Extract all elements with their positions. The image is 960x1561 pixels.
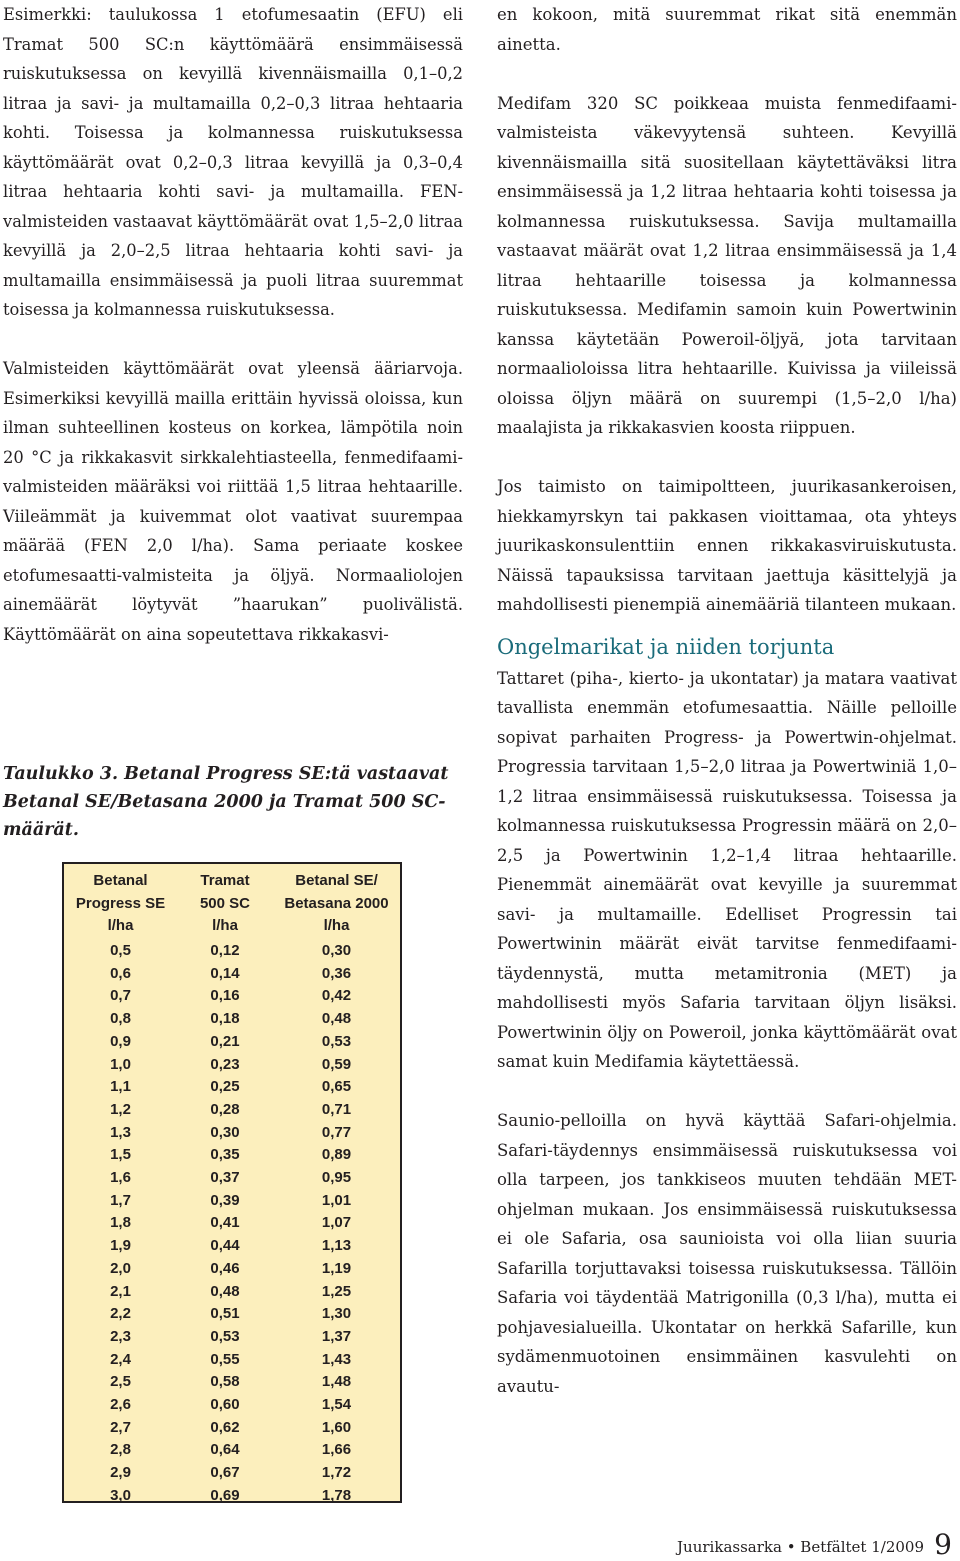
right-column [497, 0, 957, 1401]
table-row [64, 1394, 400, 1417]
table-cell: 0,23 [210, 1055, 240, 1073]
table-cell: 0,53 [321, 1032, 352, 1050]
table-row [64, 1303, 400, 1326]
table-cell: 0,21 [210, 1032, 240, 1050]
table-cell: 0,35 [210, 1146, 240, 1164]
table-row [64, 1144, 400, 1167]
table-row [64, 1485, 400, 1508]
right-paragraph-5: Saunio-pelloilla on hyvä käyttää Safari-ohjelmia. Safari-täydennys ensimmäisessä ruiskutuksessa voi olla tarpeen, jos tankkiseos muuten tehdään MET-ohjelman mukaan. Jos ensimmäisessä ruiskutuksessa ei ole Safaria, osa saunioista voi olla liian suuria Safarilla torjuttavaksi toisessa ruiskutuksessa. Tällöin Safaria voi täydentää Matrigonilla (0,3 l/ha), mutta ei pohjavesialueilla. Ukontatar on herkkä Safarille, kun sydämenmuotoinen ensimmäinen kasvulehti on avautu- [497, 1111, 957, 1396]
table-row [64, 1054, 400, 1077]
table-row [64, 963, 400, 986]
table-cell: 1,30 [321, 1305, 352, 1323]
table-cell: 1,43 [321, 1350, 352, 1368]
table-row [64, 1281, 400, 1304]
right-paragraph-3: Jos taimisto on taimipoltteen, juurikasankeroisen, hiekkamyrskyn tai pakkasen vioittamaa, ota yhteys juurikaskonsulenttiin ennen rikkakasviruiskutusta. Näissä tapauksissa tarvitaan jaettuja käsittelyjä ja mahdollisesti pienempiä ainemääriä tilanteen mukaan. [497, 477, 957, 614]
table-cell: 0,69 [210, 1486, 240, 1504]
left-paragraph-2: Valmisteiden käyttömäärät ovat yleensä ääriarvoja. Esimerkiksi kevyillä mailla erittäin hyvissä oloissa, kun ilman suhteellinen kosteus on korkea, lämpötila noin 20 °C ja rikkakasvit sirkkalehtiasteella, fenmedifaami-valmisteiden määräksi voi riittää 1,5 litraa hehtaarille. Viileämmät ja kuivemmat olot vaativat suurempaa määrää (FEN 2,0 l/ha). Sama periaate koskee etofumesaatti-valmisteita ja öljyä. Normaaliolojen ainemäärät löytyvät ”haarukan” puolivälistä. Käyttömäärät on aina sopeutettava rikkakasvi- [3, 359, 463, 644]
table-cell: 0,46 [210, 1259, 240, 1277]
table-cell: 0,25 [210, 1078, 240, 1096]
table-cell: 0,37 [210, 1169, 240, 1186]
section-heading: Ongelmarikat ja niiden torjunta [497, 634, 835, 659]
table-cell: 0,28 [210, 1100, 240, 1118]
table-cell: 1,3 [110, 1123, 131, 1141]
header-betanal-se [273, 870, 400, 938]
table-cell: 0,9 [110, 1032, 131, 1050]
table-cell: 1,7 [110, 1191, 131, 1209]
table-cell: 0,41 [210, 1214, 240, 1232]
table-cell: 2,6 [110, 1396, 131, 1413]
table-cell: 0,58 [210, 1373, 240, 1391]
table-cell: 0,8 [110, 1010, 131, 1028]
table-cell: 0,95 [321, 1169, 352, 1186]
header-line: 500 SC [199, 894, 251, 912]
table-row [64, 1031, 400, 1054]
table-cell: 2,5 [110, 1373, 131, 1391]
right-paragraph-1: en kokoon, mitä suuremmat rikat sitä enemmän ainetta. [497, 5, 957, 54]
table-cell: 0,18 [210, 1010, 240, 1028]
table-cell: 0,48 [321, 1010, 352, 1028]
table-cell: 1,0 [110, 1055, 131, 1073]
header-line: l/ha [323, 917, 350, 934]
table-cell: 1,8 [110, 1214, 131, 1232]
table-cell: 2,4 [110, 1350, 131, 1368]
table-cell: 1,19 [321, 1259, 352, 1277]
table-cell: 1,9 [110, 1237, 131, 1255]
header-line: l/ha [212, 917, 238, 934]
table-cell: 0,42 [321, 987, 352, 1005]
table-cell: 0,59 [321, 1055, 352, 1073]
right-paragraph-2: Medifam 320 SC poikkeaa muista fenmedifaami-valmisteista väkevyytensä suhteen. Kevyillä kivennäismailla sitä suositellaan käytettäväksi litra ensimmäisessä ja 1,2 litraa hehtaaria kohti toisessa ja kolmannessa ruiskutuksessa. Savija multamailla vastaavat määrät ovat 1,2 litraa ensimmäisessä ja 1,4 litraa hehtaarille toisessa ja kolmannessa ruiskutuksessa. Medifamin samoin kuin Powertwinin kanssa käytetään Poweroil-öljyä, jota tarvitaan normaalioloissa litra hehtaarille. Kuivissa ja viileissä oloissa öljyn määrä on suurempi (1,5–2,0 l/ha) maalajista ja rikkakasvien koosta riippuen. [497, 93, 957, 437]
table-cell: 2,8 [110, 1441, 131, 1459]
table-cell: 3,0 [110, 1486, 131, 1504]
table-cell: 2,9 [110, 1464, 131, 1482]
table-cell: 1,72 [321, 1464, 352, 1482]
header-betanal-progress [64, 870, 177, 938]
table-cell: 2,0 [110, 1259, 131, 1277]
header-line: Betasana 2000 [284, 894, 389, 912]
table-cell: 1,13 [321, 1237, 352, 1255]
table-row [64, 1349, 400, 1372]
table-cell: 1,25 [321, 1282, 352, 1300]
table-cell: 0,48 [210, 1282, 240, 1300]
table-cell: 1,07 [321, 1214, 352, 1232]
table-row [64, 1258, 400, 1281]
table-cell: 0,77 [321, 1123, 352, 1141]
table-cell: 0,65 [321, 1078, 352, 1096]
table-cell: 1,54 [321, 1396, 352, 1413]
table-cell: 0,6 [110, 964, 131, 982]
dosage-table [62, 862, 402, 1503]
table-cell: 0,14 [210, 964, 240, 982]
header-line: l/ha [107, 917, 134, 934]
table-cell: 0,60 [210, 1396, 240, 1413]
table-cell: 0,71 [321, 1100, 352, 1118]
table-cell: 0,16 [210, 987, 240, 1005]
table-cell: 1,2 [110, 1100, 131, 1118]
table-row [64, 1235, 400, 1258]
table-cell: 0,30 [210, 1123, 240, 1141]
table-row [64, 1326, 400, 1349]
table-row [64, 1076, 400, 1099]
left-paragraph-1: Esimerkki: taulukossa 1 etofumesaatin (EFU) eli Tramat 500 SC:n käyttömäärä ensimmäisessä ruiskutuksessa on kevyillä kivennäismailla 0,1–0,2 litraa ja savi- ja multamailla 0,2–0,3 litraa hehtaaria kohti. Toisessa ja kolmannessa ruiskutuksessa käyttömäärät ovat 0,2–0,3 litraa kevyillä ja 0,3–0,4 litraa hehtaaria kohti savi- ja multamailla. FEN- valmisteiden vastaavat käyttömäärät ovat 1,5–2,0 litraa kevyillä ja 2,0–2,5 litraa hehtaaria kohti savi- ja multamailla ensimmäisessä ja puoli litraa suuremmat toisessa ja kolmannessa ruiskutuksessa. [3, 5, 463, 319]
table-cell: 1,5 [110, 1146, 131, 1164]
table-cell: 0,67 [210, 1464, 240, 1482]
table-cell: 0,30 [321, 942, 352, 959]
table-cell: 2,2 [110, 1305, 131, 1323]
table-cell: 0,12 [210, 942, 240, 959]
table-row [64, 1099, 400, 1122]
left-column [3, 0, 463, 649]
page-number: 9 [934, 1528, 952, 1561]
table-row [64, 1439, 400, 1462]
table-cell: 0,64 [210, 1441, 240, 1459]
table-cell: 0,53 [210, 1327, 240, 1345]
table-cell: 2,3 [110, 1327, 131, 1345]
table-cell: 0,7 [110, 987, 131, 1005]
table-cell: 0,44 [210, 1237, 240, 1255]
right-paragraph-4: Tattaret (piha-, kierto- ja ukontatar) ja matara vaativat tavallista enemmän etofumesaattia. Näille pelloille sopivat parhaiten Progress- ja Powertwin-ohjelmat. Progressia tarvitaan 1,5–2,0 litraa ja Powertwiniä 1,0–1,2 litraa ensimmäisessä ruiskutuksessa. Toisessa ja kolmannessa ruiskutuksessa Progressin määrä on 2,0–2,5 ja Powertwinin 1,2–1,4 litraa hehtaarille. Pienemmät ainemäärät ovat kevyille ja suuremmat savi- ja multamaille. Edelliset Progressin tai Powertwinin määrät eivät tarvitse fenmedifaami-täydennystä, mutta metamitronia (MET) ja mahdollisesti myös Safaria tarvitaan öljyn lisäksi. Powertwinin öljy on Poweroil, jonka käyttömäärät ovat samat kuin Medifamia käytettäessä. [497, 668, 957, 1071]
table-cell: 0,5 [110, 942, 131, 959]
table-row [64, 940, 400, 963]
table-cell: 0,55 [210, 1350, 240, 1368]
header-line: Progress SE [75, 894, 166, 912]
table-cell: 1,60 [321, 1418, 352, 1436]
table-cell: 2,1 [110, 1282, 131, 1300]
table-cell: 1,78 [321, 1486, 352, 1504]
table-header [64, 870, 400, 938]
table-cell: 1,66 [321, 1441, 352, 1459]
table-cell: 1,01 [321, 1191, 352, 1209]
table-cell: 0,89 [321, 1146, 352, 1164]
table-row [64, 1122, 400, 1145]
table-cell: 1,37 [321, 1327, 352, 1345]
table-row [64, 985, 400, 1008]
table-row [64, 1008, 400, 1031]
table-cell: 1,1 [110, 1078, 131, 1096]
table-row [64, 1167, 400, 1190]
table-cell: 1,6 [110, 1169, 131, 1186]
table-row [64, 1212, 400, 1235]
header-line: Betanal [93, 872, 148, 889]
publication-name: Juurikassarka • Betfältet 1/2009 [677, 1538, 924, 1556]
table-cell: 0,36 [321, 964, 352, 982]
table-cell: 0,51 [210, 1305, 240, 1323]
header-line: Tramat [200, 872, 250, 889]
table-cell: 1,48 [321, 1373, 352, 1391]
header-line: Betanal SE/ [295, 872, 378, 889]
table-cell: 2,7 [110, 1418, 131, 1436]
table-cell: 0,62 [210, 1418, 240, 1436]
table-row [64, 1462, 400, 1485]
table-cell: 0,39 [210, 1191, 240, 1209]
table-row [64, 1417, 400, 1440]
table-caption: Taulukko 3. Betanal Progress SE:tä vastaavat Betanal SE/Betasana 2000 ja Tramat 500 SC-määrät. [3, 764, 449, 840]
table-row [64, 1371, 400, 1394]
header-tramat [177, 870, 273, 938]
table-row [64, 1190, 400, 1213]
